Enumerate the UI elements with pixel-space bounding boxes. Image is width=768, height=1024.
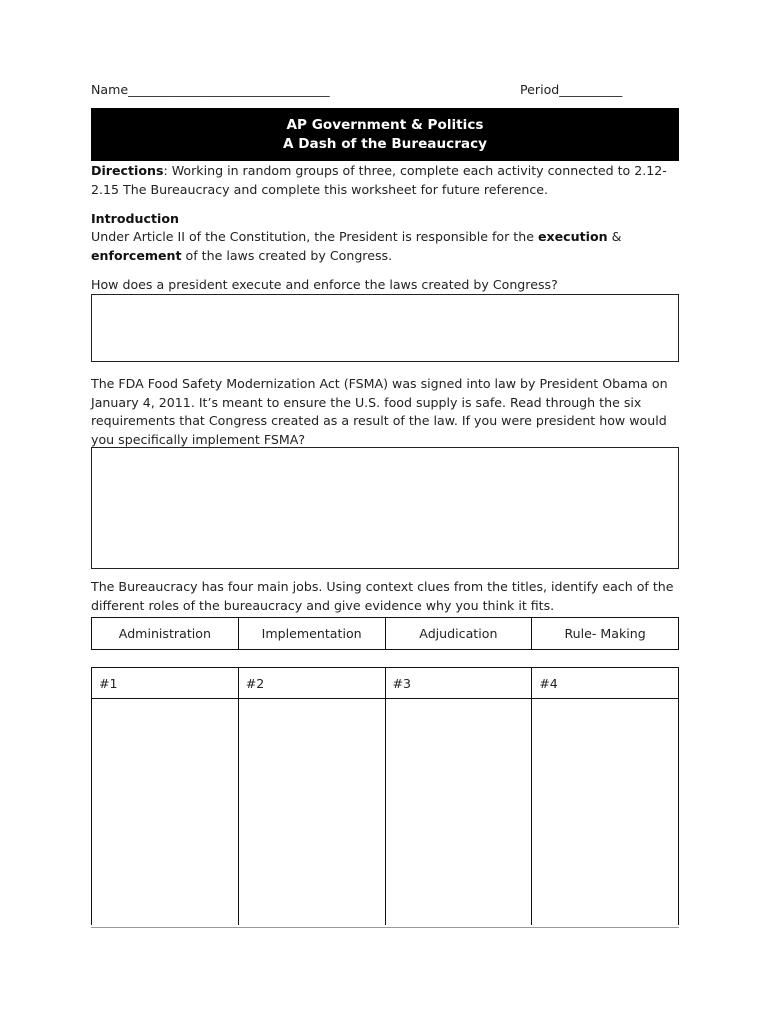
table-bottom-edge bbox=[91, 927, 679, 928]
intro-bold-execution: execution bbox=[537, 229, 608, 244]
job-number-3: #3 bbox=[385, 668, 532, 699]
worksheet-page bbox=[91, 0, 679, 1024]
intro-text-middle: & bbox=[607, 229, 622, 244]
course-title: AP Government & Politics bbox=[286, 117, 484, 133]
bureaucracy-roles-header-table bbox=[91, 617, 679, 650]
job-answer-cell-3[interactable] bbox=[385, 699, 532, 926]
directions-label: Directions bbox=[91, 163, 164, 178]
question-3: The Bureaucracy has four main jobs. Using context clues from the titles, identify each of the different roles of the bureaucracy and give evidence why you think it fits. bbox=[91, 579, 674, 613]
directions-text: : Working in random groups of three, complete each activity connected to 2.12-2.15 The Bureaucracy and complete this worksheet for future reference. bbox=[91, 163, 667, 197]
directions-paragraph bbox=[91, 162, 679, 199]
question-1: How does a president execute and enforce the laws created by Congress? bbox=[91, 277, 558, 292]
role-header-implementation: Implementation bbox=[238, 618, 385, 650]
job-answer-cell-1[interactable] bbox=[92, 699, 239, 926]
intro-text-after: of the laws created by Congress. bbox=[181, 247, 393, 263]
job-answer-cell-2[interactable] bbox=[238, 699, 385, 926]
job-answer-cell-4[interactable] bbox=[532, 699, 679, 926]
job-number-2: #2 bbox=[238, 668, 385, 699]
title-banner bbox=[91, 108, 679, 161]
role-header-rule-making: Rule- Making bbox=[532, 618, 679, 650]
job-number-1: #1 bbox=[92, 668, 239, 699]
bureaucracy-jobs-answer-table bbox=[91, 667, 679, 925]
name-field-line[interactable]: Name________________________________ bbox=[91, 82, 330, 97]
question-2: The FDA Food Safety Modernization Act (FSMA) was signed into law by President Obama on January 4, 2011. It’s meant to ensure the U.S. food supply is safe. Read through the six requirements that Congress created as a result of the law. If you were president how would you specifically implement FSMA? bbox=[91, 376, 668, 447]
answer-box-1[interactable] bbox=[91, 294, 679, 362]
introduction-paragraph bbox=[91, 228, 679, 265]
worksheet-title: A Dash of the Bureaucracy bbox=[283, 136, 487, 152]
intro-bold-enforcement: enforcement bbox=[91, 247, 182, 263]
answer-box-2[interactable] bbox=[91, 447, 679, 569]
role-header-adjudication: Adjudication bbox=[385, 618, 532, 650]
period-field-line[interactable]: Period__________ bbox=[520, 82, 623, 97]
role-header-administration: Administration bbox=[92, 618, 239, 650]
introduction-heading: Introduction bbox=[91, 211, 179, 226]
job-number-4: #4 bbox=[532, 668, 679, 699]
intro-text-before: Under Article II of the Constitution, the President is responsible for the bbox=[91, 229, 538, 244]
